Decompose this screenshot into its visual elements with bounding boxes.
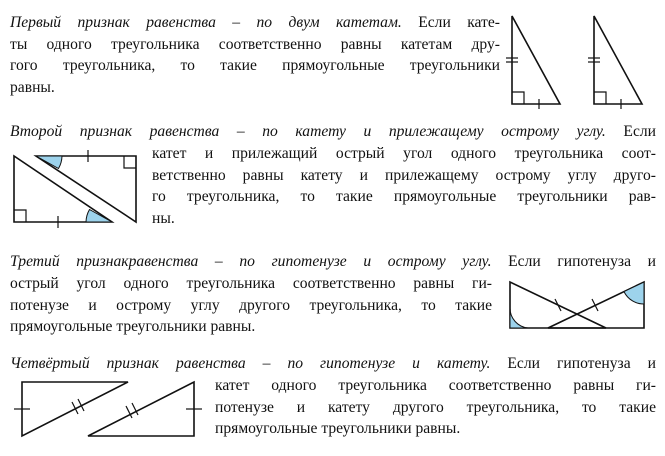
theorem-1-line-1: Первый признак равенства – по двум катетам. Если кате- [10, 14, 500, 31]
theorem-3-line-1: Третий признакравенства – по гипотенузе и острому углу. Если гипотенуза и [10, 253, 657, 270]
theorem-2-triangle-a [14, 156, 112, 222]
theorem-1-line-2: ты одного треугольника соответственно равны катетам дру- [10, 35, 500, 53]
theorem-2-line-5: ны. [152, 209, 175, 227]
theorem-1-right-angle-a [512, 92, 524, 104]
theorem-2-text [152, 143, 656, 229]
theorem-3-triangles-figure [500, 276, 660, 338]
theorem-4-heading: Четвёртый признак равенства – по гипотенузе и катету. [10, 355, 491, 372]
theorem-1-triangle-a [512, 16, 560, 104]
theorem-1-triangle-b [594, 16, 642, 104]
theorem-4-triangles-figure [8, 376, 208, 446]
theorem-1-heading: Первый признак равенства – по двум катетам. [10, 14, 402, 31]
theorem-3-heading: Третий признакравенства – по гипотенузе и острому углу. [10, 253, 492, 270]
theorem-2-angle-a [86, 210, 112, 223]
theorem-2-line-4: го треугольника, то такие прямоугольные треугольники рав- [152, 188, 656, 205]
theorem-2-triangle-b [36, 156, 136, 222]
theorem-4-text [215, 375, 656, 440]
theorem-3-heading-row [10, 251, 656, 273]
theorem-3-line-2: острый угол одного треугольника соответственно равны ги- [10, 275, 492, 292]
theorem-2-angle-b [36, 156, 62, 169]
theorem-1-triangles-figure [500, 8, 660, 113]
theorem-4-line-2: катет одного треугольника соответственно равны ги- [215, 377, 656, 394]
theorem-3-angle-b [624, 282, 644, 304]
theorem-4-triangle-b [88, 382, 194, 436]
theorem-1-line-3: гого треугольника, то такие прямоугольные треугольники [10, 57, 500, 74]
theorem-2-heading: Второй признак равенства – по катету и прилежащему острому углу. [10, 123, 606, 140]
theorem-2-heading-row [10, 121, 656, 143]
theorem-3-line-3: потенузе и острому углу другого треугольника, то такие [10, 296, 492, 314]
theorem-3-line-4: прямоугольные треугольники равны. [10, 318, 256, 335]
theorem-1-text [10, 12, 500, 98]
theorem-2-line-2: катет и прилежащий острый угол одного треугольника соот- [152, 145, 656, 162]
theorem-3-angle-a [510, 308, 528, 328]
theorem-3-text [10, 273, 492, 338]
theorem-2-line-1: Второй признак равенства – по катету и прилежащему острому углу. Если [10, 123, 656, 140]
theorem-1-line-4: равны. [10, 78, 55, 96]
theorem-4-line-4: прямоугольные треугольники равны. [215, 420, 461, 437]
theorem-4-line-1: Четвёртый признак равенства – по гипотенузе и катету. Если гипотенуза и [10, 355, 656, 372]
theorem-2-triangles-figure [8, 150, 148, 230]
theorem-2-line-3: ветственно равны катету и прилежащему острому углу друго- [152, 166, 656, 184]
theorem-4-heading-row [10, 353, 656, 375]
theorem-4-line-3: потенузе и катету другого треугольника, то такие [215, 398, 656, 416]
theorem-1-right-angle-b [594, 92, 606, 104]
